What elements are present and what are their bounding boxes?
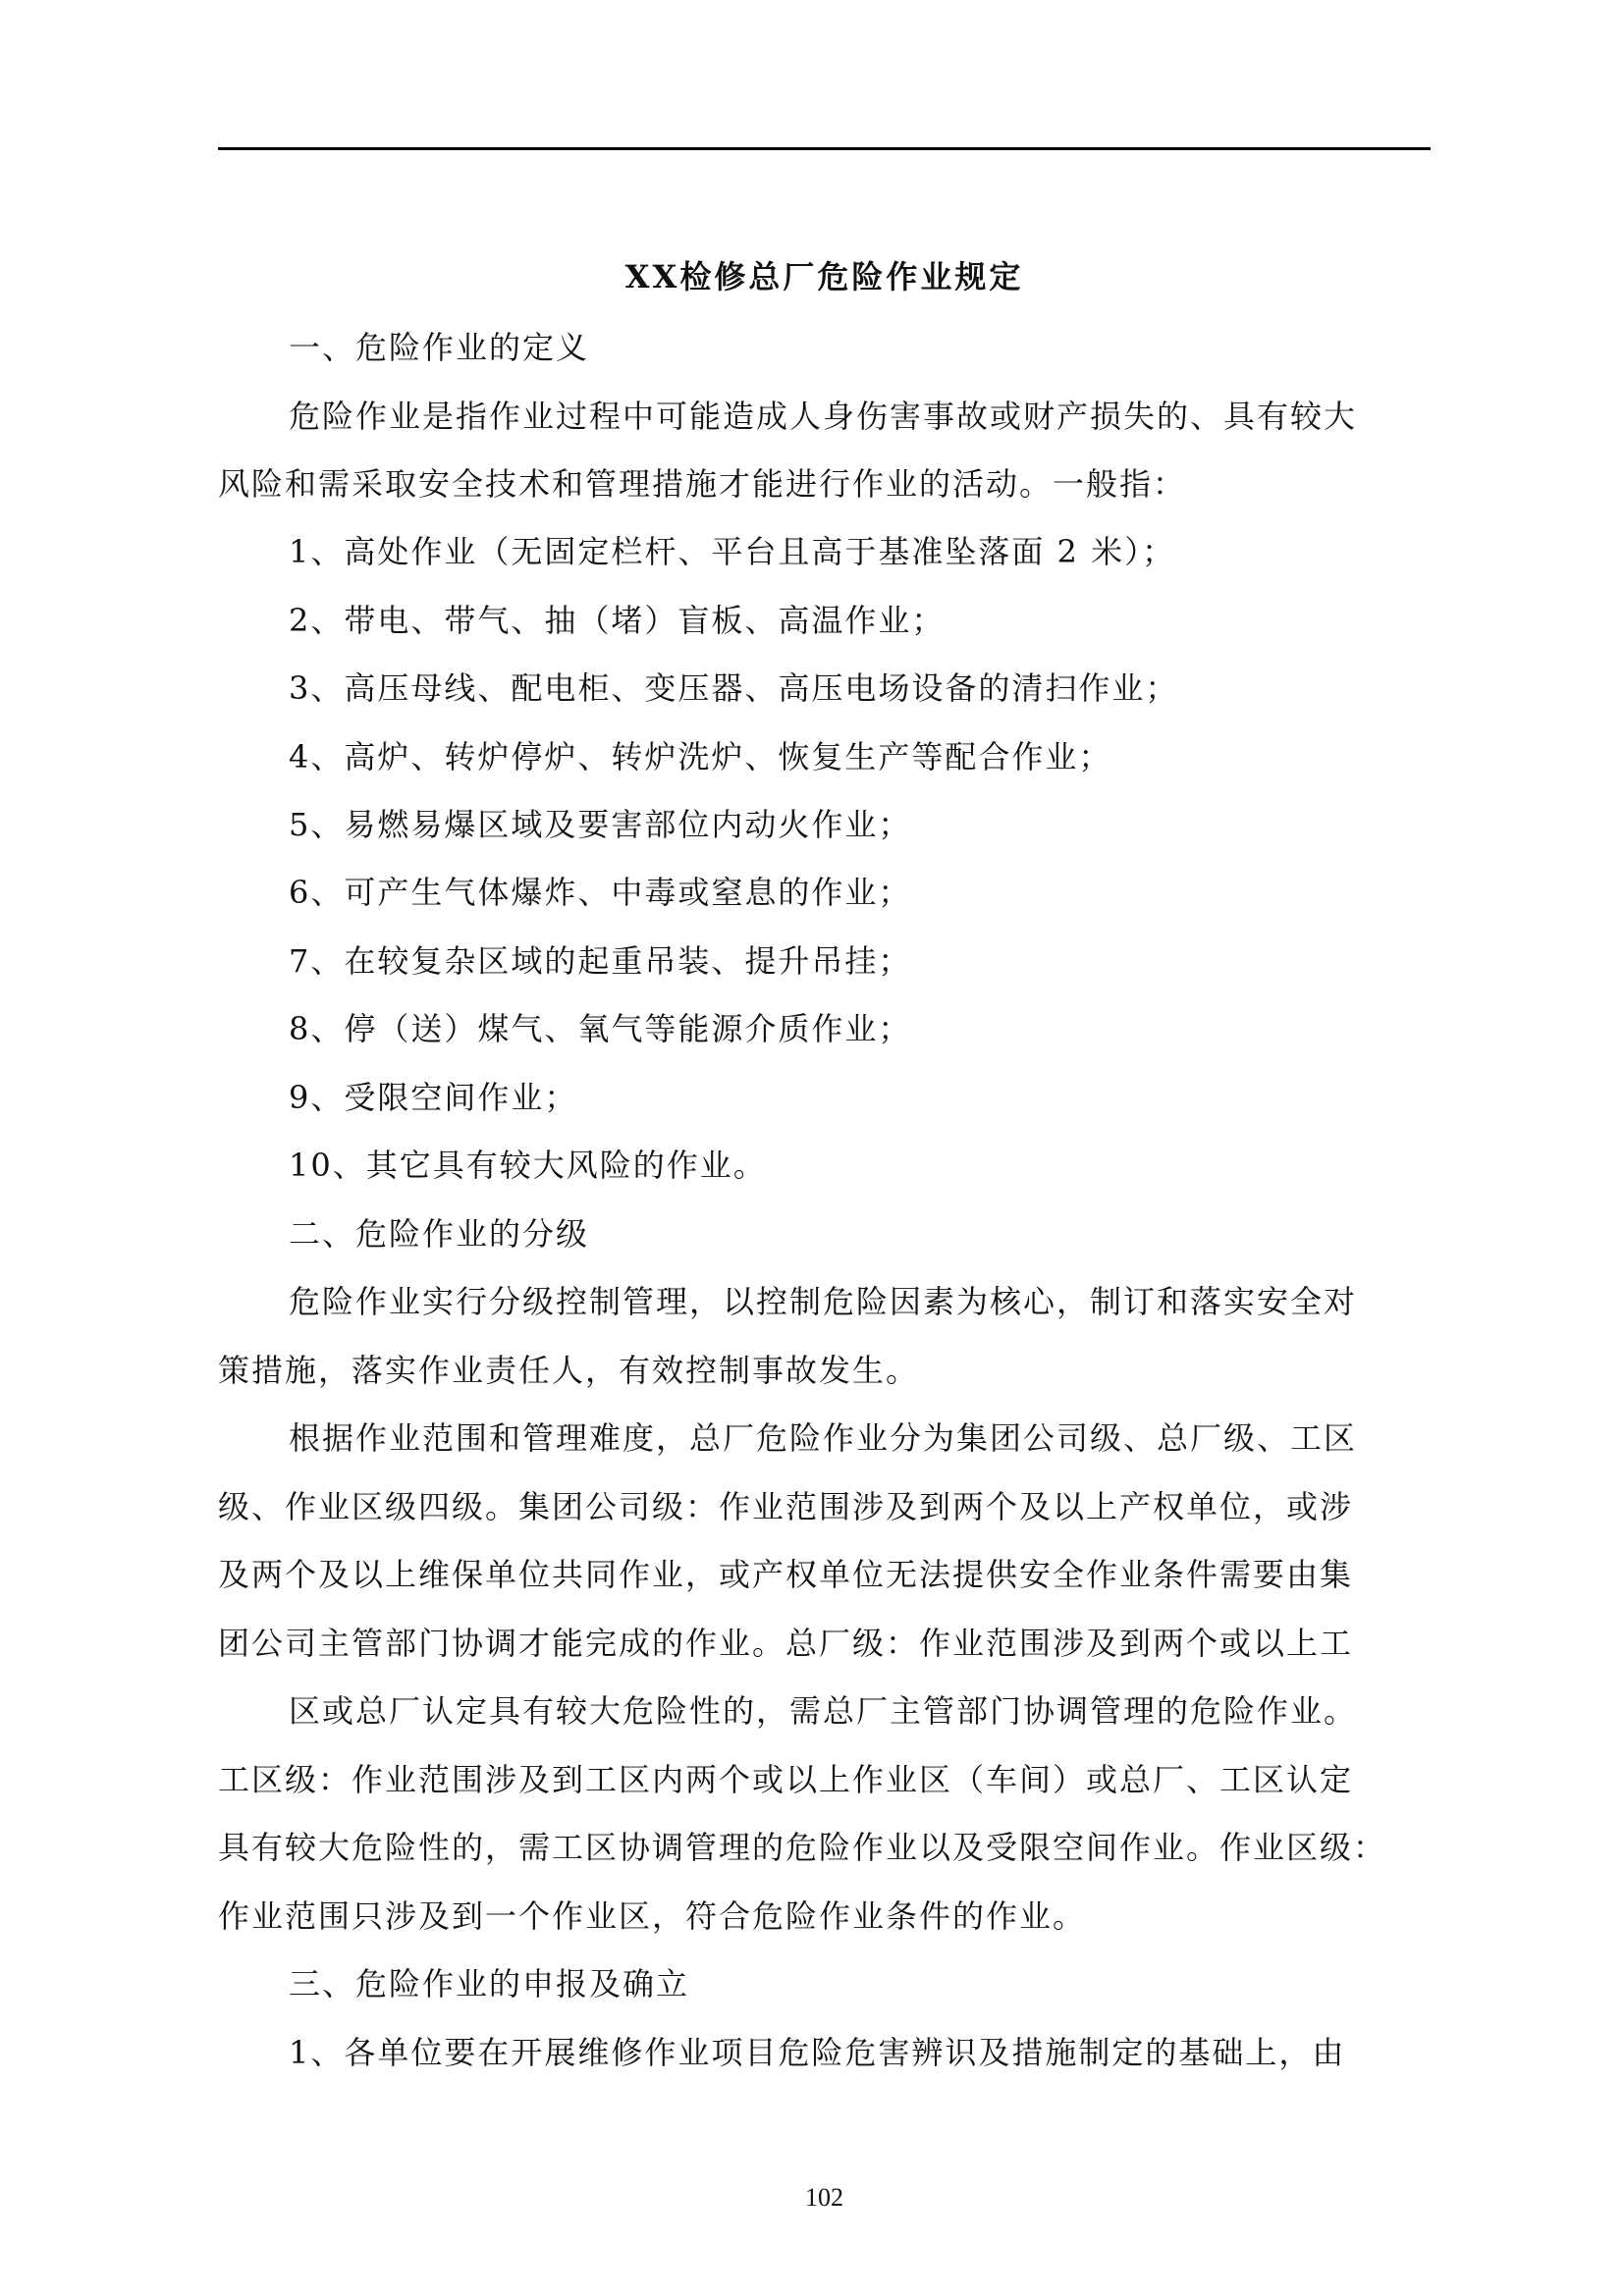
- paragraph-line: 区或总厂认定具有较大危险性的，需总厂主管部门协调管理的危险作业。: [289, 1692, 1358, 1730]
- document-title: XX检修总厂危险作业规定: [624, 258, 1024, 295]
- paragraph-line: 团公司主管部门协调才能完成的作业。总厂级：作业范围涉及到两个或以上工: [218, 1625, 1354, 1662]
- paragraph-line: 1、各单位要在开展维修作业项目危险危害辨识及措施制定的基础上，由: [289, 2034, 1346, 2071]
- section-heading-1: 一、危险作业的定义: [289, 329, 590, 366]
- paragraph-line: 作业范围只涉及到一个作业区，符合危险作业条件的作业。: [218, 1897, 1087, 1935]
- list-item: 8、停（送）煤气、氧气等能源介质作业；: [289, 1010, 912, 1047]
- header-rule: [218, 147, 1431, 150]
- paragraph-line: 级、作业区级四级。集团公司级：作业范围涉及到两个及以上产权单位，或涉: [218, 1488, 1354, 1525]
- list-item: 6、可产生气体爆炸、中毒或窒息的作业；: [289, 874, 912, 911]
- page-number: 102: [805, 2183, 843, 2212]
- list-item: 2、带电、带气、抽（堵）盲板、高温作业；: [289, 602, 946, 639]
- list-item: 7、在较复杂区域的起重吊装、提升吊挂；: [289, 942, 912, 980]
- list-item: 1、高处作业（无固定栏杆、平台且高于基准坠落面 2 米）；: [289, 533, 1176, 570]
- section-heading-2: 二、危险作业的分级: [289, 1215, 590, 1253]
- paragraph-line: 工区级：作业范围涉及到工区内两个或以上作业区（车间）或总厂、工区认定: [218, 1761, 1354, 1798]
- paragraph-line: 策措施，落实作业责任人，有效控制事故发生。: [218, 1352, 920, 1389]
- list-item: 9、受限空间作业；: [289, 1079, 578, 1116]
- section-heading-3: 三、危险作业的申报及确立: [289, 1965, 690, 2002]
- paragraph-line: 危险作业实行分级控制管理，以控制危险因素为核心，制订和落实安全对: [289, 1283, 1358, 1320]
- paragraph-line: 及两个及以上维保单位共同作业，或产权单位无法提供安全作业条件需要由集: [218, 1556, 1354, 1593]
- paragraph-line: 根据作业范围和管理难度，总厂危险作业分为集团公司级、总厂级、工区: [289, 1419, 1358, 1457]
- paragraph-line: 具有较大危险性的，需工区协调管理的危险作业以及受限空间作业。作业区级：: [218, 1829, 1387, 1866]
- list-item: 10、其它具有较大风险的作业。: [289, 1147, 767, 1184]
- list-item: 5、易燃易爆区域及要害部位内动火作业；: [289, 806, 912, 843]
- paragraph-line: 危险作业是指作业过程中可能造成人身伤害事故或财产损失的、具有较大: [289, 398, 1358, 435]
- paragraph-line: 风险和需采取安全技术和管理措施才能进行作业的活动。一般指：: [218, 465, 1187, 503]
- list-item: 3、高压母线、配电柜、变压器、高压电场设备的清扫作业；: [289, 669, 1179, 707]
- list-item: 4、高炉、转炉停炉、转炉洗炉、恢复生产等配合作业；: [289, 738, 1112, 775]
